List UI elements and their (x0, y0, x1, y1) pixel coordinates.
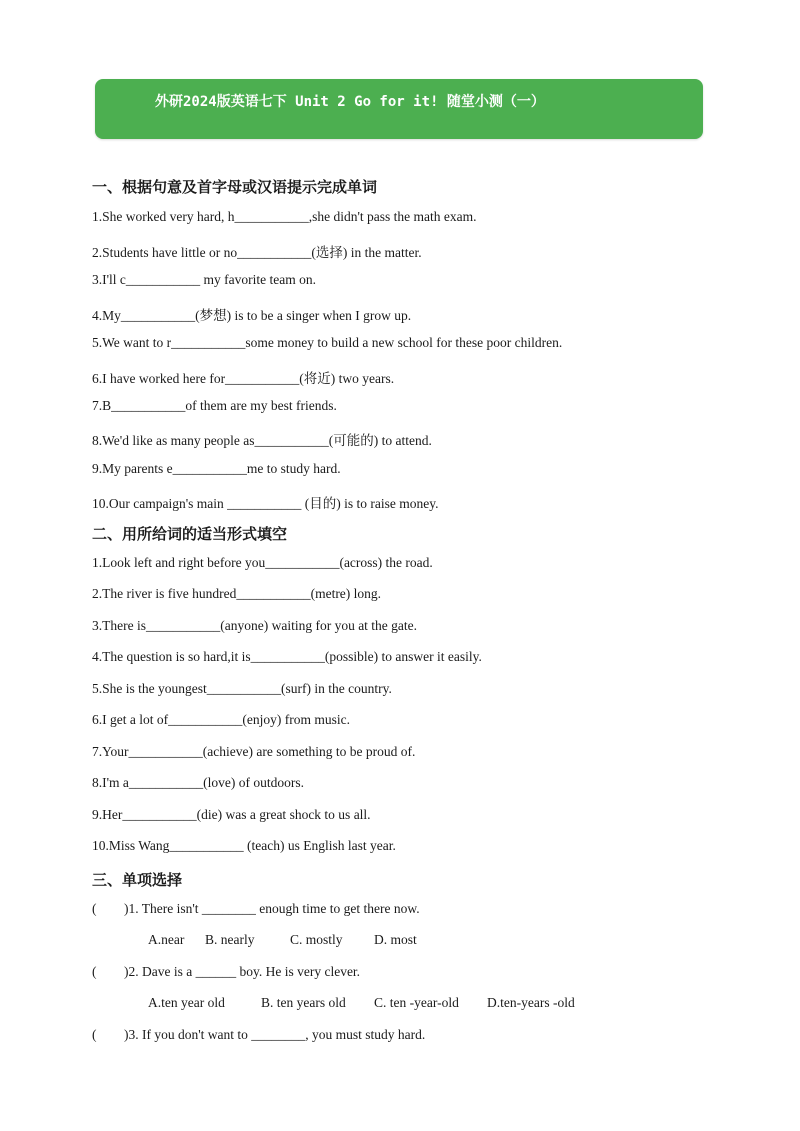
section1-heading: 一、根据句意及首字母或汉语提示完成单词 (92, 178, 378, 196)
s1-question-8: 8.We'd like as many people as___________(可能的) to attend. (92, 433, 432, 448)
answer-paren: ( (92, 1027, 97, 1042)
section2-heading: 二、用所给词的适当形式填空 (92, 525, 288, 543)
mc-question-1 (92, 901, 420, 917)
s2-question-9: 9.Her___________(die) was a great shock to us all. (92, 807, 371, 822)
s1-question-7: 7.B___________of them are my best friends. (92, 398, 337, 413)
option-d: D. most (374, 932, 417, 947)
s1-question-5: 5.We want to r___________some money to build a new school for these poor children. (92, 335, 563, 350)
s1-question-6: 6.I have worked here for___________(将近) two years. (92, 371, 395, 386)
mc-question-2 (92, 964, 360, 980)
option-b: B. nearly (205, 932, 255, 947)
mc-question-3 (92, 1027, 425, 1043)
s1-question-10: 10.Our campaign's main ___________ (目的) is to raise money. (92, 496, 439, 511)
option-a: A.near (148, 932, 185, 947)
option-a: A.ten year old (148, 995, 225, 1010)
s2-question-10: 10.Miss Wang___________ (teach) us English last year. (92, 838, 396, 853)
option-d: D.ten-years -old (487, 995, 575, 1010)
s2-question-6: 6.I get a lot of___________(enjoy) from music. (92, 712, 350, 727)
option-b: B. ten years old (261, 995, 346, 1010)
section3-heading: 三、单项选择 (92, 871, 183, 889)
s1-question-2: 2.Students have little or no___________(选择) in the matter. (92, 245, 422, 260)
s1-question-9: 9.My parents e___________me to study hard. (92, 461, 341, 476)
answer-paren: ( (92, 964, 97, 979)
mc-question-text: )1. There isn't ________ enough time to get there now. (124, 901, 420, 916)
option-c: C. ten -year-old (374, 995, 459, 1010)
s2-question-1: 1.Look left and right before you___________(across) the road. (92, 555, 433, 570)
mc-question-text: )2. Dave is a ______ boy. He is very clever. (124, 964, 361, 979)
mc-question-text: )3. If you don't want to ________, you must study hard. (124, 1027, 426, 1042)
s2-question-8: 8.I'm a___________(love) of outdoors. (92, 775, 305, 790)
option-c: C. mostly (290, 932, 343, 947)
title-banner (95, 79, 703, 139)
s2-question-4: 4.The question is so hard,it is___________(possible) to answer it easily. (92, 649, 482, 664)
s2-question-2: 2.The river is five hundred___________(metre) long. (92, 586, 382, 601)
s1-question-4: 4.My___________(梦想) is to be a singer when I grow up. (92, 308, 412, 323)
s1-question-3: 3.I'll c___________ my favorite team on. (92, 272, 317, 287)
s2-question-7: 7.Your___________(achieve) are something to be proud of. (92, 744, 416, 759)
page-title: 外研2024版英语七下 Unit 2 Go for it! 随堂小测（一） (155, 94, 545, 110)
s1-question-1: 1.She worked very hard, h___________,she didn't pass the math exam. (92, 209, 477, 224)
answer-paren: ( (92, 901, 97, 916)
s2-question-5: 5.She is the youngest___________(surf) in the country. (92, 681, 392, 696)
s2-question-3: 3.There is___________(anyone) waiting for you at the gate. (92, 618, 418, 633)
